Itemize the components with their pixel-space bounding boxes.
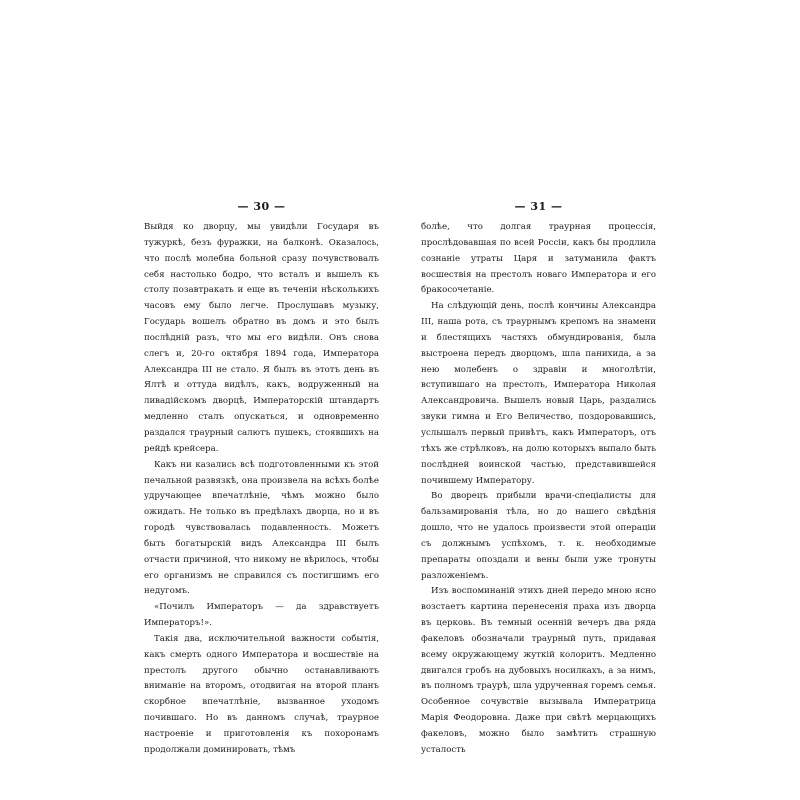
page-number: — 31 —	[514, 200, 563, 213]
paragraph: Такія два, исключительной важности событія, какъ смерть одного Императора и восшествіе на престолъ другого обычно останавливаютъ вниманіе на второмъ, отодвигая на второй планъ скорбное впечатлѣніе, вызванное уходомъ почившаго. Но въ данномъ случаѣ, траурное настроеніе и приготовленія къ похоронамъ продолжали доминировать, тѣмъ	[144, 633, 379, 755]
page-number: — 30 —	[237, 200, 286, 213]
left-page	[144, 200, 379, 759]
paragraph: «Почилъ Императоръ — да здравствуетъ Императоръ!».	[144, 602, 379, 629]
paragraph: болѣе, что долгая траурная процессія, прослѣдовавшая по всей Россіи, какъ бы продлила сознаніе утраты Царя и затуманила фактъ восшествія на престолъ новаго Императора и его бракосочетаніе.	[421, 222, 656, 296]
paragraph: Во дворецъ прибыли врачи-спеціалисты для бальзамированія тѣла, но до нашего свѣдѣнія дошло, что не удалось произвести этой операціи съ должнымъ успѣхомъ, т. к. необходимые препараты опоздали и вены были уже тронуты разложеніемъ.	[421, 491, 656, 581]
page-text	[421, 220, 656, 759]
paragraph: На слѣдующій день, послѣ кончины Александра III, наша рота, съ траурнымъ крепомъ на знамени и блестящихъ частяхъ обмундированія, была выстроена передъ дворцомъ, шла панихида, а за нею молебенъ о здравіи и многолѣтіи, вступившаго на престолъ, Императора Николая Александровича. Вышелъ новый Царь, раздались звуки гимна и Его Величество, поздоровавшись, услышалъ первый привѣтъ, какъ Императоръ, отъ тѣхъ же стрѣлковъ, на долю которыхъ выпало быть послѣдней воинской частью, представившейся почившему Императору.	[421, 301, 656, 486]
paragraph: Изъ воспоминаній этихъ дней передо мною ясно возстаетъ картина перенесенія праха изъ дворца въ церковь. Въ темный осенній вечеръ два ряда факеловъ обозначали траурный путь, придавая всему окружающему жуткій колоритъ. Медленно двигался гробъ на дубовыхъ носилкахъ, а за нимъ, въ полномъ траурѣ, шла удрученная горемъ семья. Особенное сочувствіе вызывала Императрица Марія Феодоровна. Даже при свѣтѣ мерцающихъ факеловъ, можно было замѣтить страшную усталость	[421, 586, 656, 755]
page-text	[144, 220, 379, 759]
paragraph: Какъ ни казались всѣ подготовленными къ этой печальной развязкѣ, она произвела на всѣхъ болѣе удручающее впечатлѣніе, чѣмъ можно было ожидать. Не только въ предѣлахъ дворца, но и въ городѣ чувствовалась подавленность. Можетъ быть богатырскій видъ Александра III былъ отчасти причиной, что никому не вѣрилось, чтобы его организмъ не справился съ постигшимъ его недугомъ.	[144, 459, 379, 597]
right-page	[421, 200, 656, 759]
paragraph: Выйдя ко дворцу, мы увидѣли Государя въ тужуркѣ, безъ фуражки, на балконѣ. Оказалось, что послѣ молебна больной сразу почувствовалъ себя настолько бодро, что всталъ и вышелъ къ столу позавтракать и еще въ теченіи нѣсколькихъ часовъ ему было легче. Прослушавъ музыку, Государь вошелъ обратно въ домъ и это былъ послѣдній разъ, что мы его видѣли. Онъ снова слегъ и, 20-го октября 1894 года, Императора Александра III не стало. Я былъ въ этотъ день въ Ялтѣ и оттуда видѣлъ, какъ, водруженный на ливадійскомъ дворцѣ, Императорскій штандартъ медленно сталъ опускаться, и одновременно раздался траурный салютъ пушекъ, стоявшихъ на рейдѣ крейсера.	[144, 222, 379, 454]
